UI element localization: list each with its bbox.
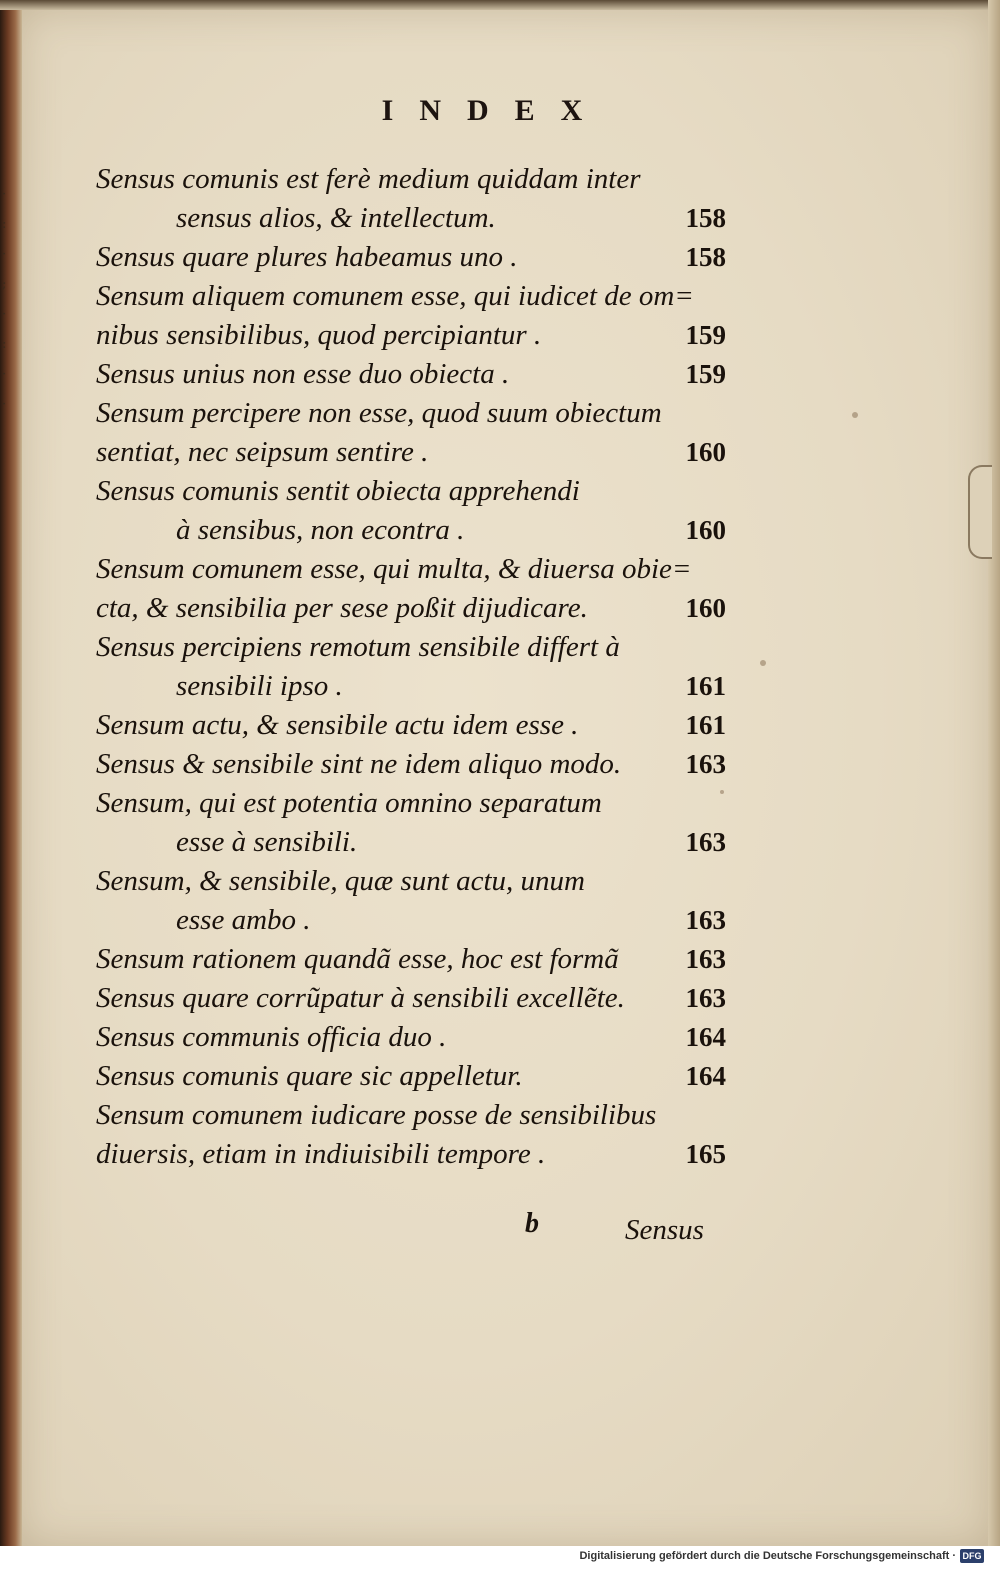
entry-text: esse ambo . [176, 904, 311, 936]
entry-text: Sensum comunem iudicare posse de sensibilibus [96, 1099, 657, 1131]
entry-page-number: 160 [685, 593, 726, 623]
index-entry-line [96, 433, 726, 472]
index-entry-line [96, 628, 726, 667]
entry-page-number: 160 [685, 515, 726, 545]
entry-page-number: 161 [685, 671, 726, 701]
index-entry-line [96, 160, 726, 199]
page-top-edge [0, 0, 1000, 10]
index-entry-line [96, 394, 726, 433]
entry-text: sensus alios, & intellectum. [176, 202, 496, 234]
entry-page-number: 164 [685, 1022, 726, 1052]
entry-text: nibus sensibilibus, quod percipiantur . [96, 319, 542, 351]
entry-page-number: 164 [685, 1061, 726, 1091]
entry-page-number: 163 [685, 749, 726, 779]
footer-credit: Digitalisierung gefördert durch die Deutsche Forschungsgemeinschaft · [579, 1550, 956, 1562]
entry-text: Sensus quare plures habeamus uno . [96, 241, 518, 273]
index-entry-line [96, 784, 726, 823]
entry-text: sentiat, nec seipsum sentire . [96, 436, 429, 468]
entry-text: Sensus percipiens remotum sensibile differt à [96, 631, 620, 663]
entry-page-number: 163 [685, 983, 726, 1013]
index-entry-line [96, 277, 726, 316]
dfg-logo-icon: DFG [960, 1549, 984, 1563]
margin-show-through: · : · ; · : · · [2, 187, 7, 412]
index-entry-line [96, 1096, 726, 1135]
index-entry-line [96, 667, 726, 706]
entry-text: à sensibus, non econtra . [176, 514, 465, 546]
index-entry-line [96, 316, 726, 355]
index-entry-line [96, 550, 726, 589]
entry-text: Sensus quare corrũpatur à sensibili excellẽte. [96, 982, 625, 1014]
entry-text: sensibili ipso . [176, 670, 343, 702]
paper-speck [852, 412, 858, 418]
entry-text: Sensum, & sensibile, quæ sunt actu, unum [96, 865, 585, 897]
entry-page-number: 158 [685, 242, 726, 272]
signature-mark: b [525, 1208, 539, 1239]
index-entry-line [96, 1057, 726, 1096]
entry-page-number: 160 [685, 437, 726, 467]
page-title: INDEX [381, 94, 609, 127]
page-tab-mark [968, 465, 992, 559]
entry-text: Sensum aliquem comunem esse, qui iudicet de om= [96, 280, 694, 312]
index-entry-line [96, 901, 726, 940]
entry-page-number: 163 [685, 944, 726, 974]
paper-speck [760, 660, 766, 666]
catchword: Sensus [625, 1214, 704, 1246]
entry-text: Sensum comunem esse, qui multa, & diuersa obie= [96, 553, 692, 585]
entry-page-number: 159 [685, 359, 726, 389]
entry-text: Sensus communis officia duo . [96, 1021, 447, 1053]
index-entry-line [96, 706, 726, 745]
index-entry-line [96, 355, 726, 394]
entry-page-number: 165 [685, 1139, 726, 1169]
entry-page-number: 159 [685, 320, 726, 350]
index-entry-line [96, 1135, 726, 1174]
entry-text: Sensus & sensibile sint ne idem aliquo modo. [96, 748, 622, 780]
entry-text: Sensus comunis quare sic appelletur. [96, 1060, 523, 1092]
index-entry-line [96, 1018, 726, 1057]
entry-text: Sensum rationem quandã esse, hoc est formã [96, 943, 619, 975]
entry-page-number: 158 [685, 203, 726, 233]
index-entry-line [96, 823, 726, 862]
entry-text: Sensus comunis est ferè medium quiddam inter [96, 163, 641, 195]
index-entry-line [96, 472, 726, 511]
entry-text: cta, & sensibilia per sese poßit dijudicare. [96, 592, 588, 624]
entry-page-number: 163 [685, 827, 726, 857]
index-entry-line [96, 979, 726, 1018]
index-entry-line [96, 199, 726, 238]
index-entries [96, 160, 726, 1174]
entry-text: Sensus unius non esse duo obiecta . [96, 358, 510, 390]
entry-text: Sensum actu, & sensibile actu idem esse . [96, 709, 579, 741]
page-right-edge [988, 0, 1000, 1584]
entry-text: Sensum, qui est potentia omnino separatum [96, 787, 602, 819]
entry-text: Sensum percipere non esse, quod suum obiectum [96, 397, 662, 429]
index-entry-line [96, 589, 726, 628]
index-entry-line [96, 238, 726, 277]
index-entry-line [96, 940, 726, 979]
index-entry-line [96, 511, 726, 550]
entry-text: esse à sensibili. [176, 826, 358, 858]
entry-text: Sensus comunis sentit obiecta apprehendi [96, 475, 580, 507]
index-entry-line [96, 862, 726, 901]
entry-text: diuersis, etiam in indiuisibili tempore . [96, 1138, 546, 1170]
index-entry-line [96, 745, 726, 784]
entry-page-number: 161 [685, 710, 726, 740]
entry-page-number: 163 [685, 905, 726, 935]
